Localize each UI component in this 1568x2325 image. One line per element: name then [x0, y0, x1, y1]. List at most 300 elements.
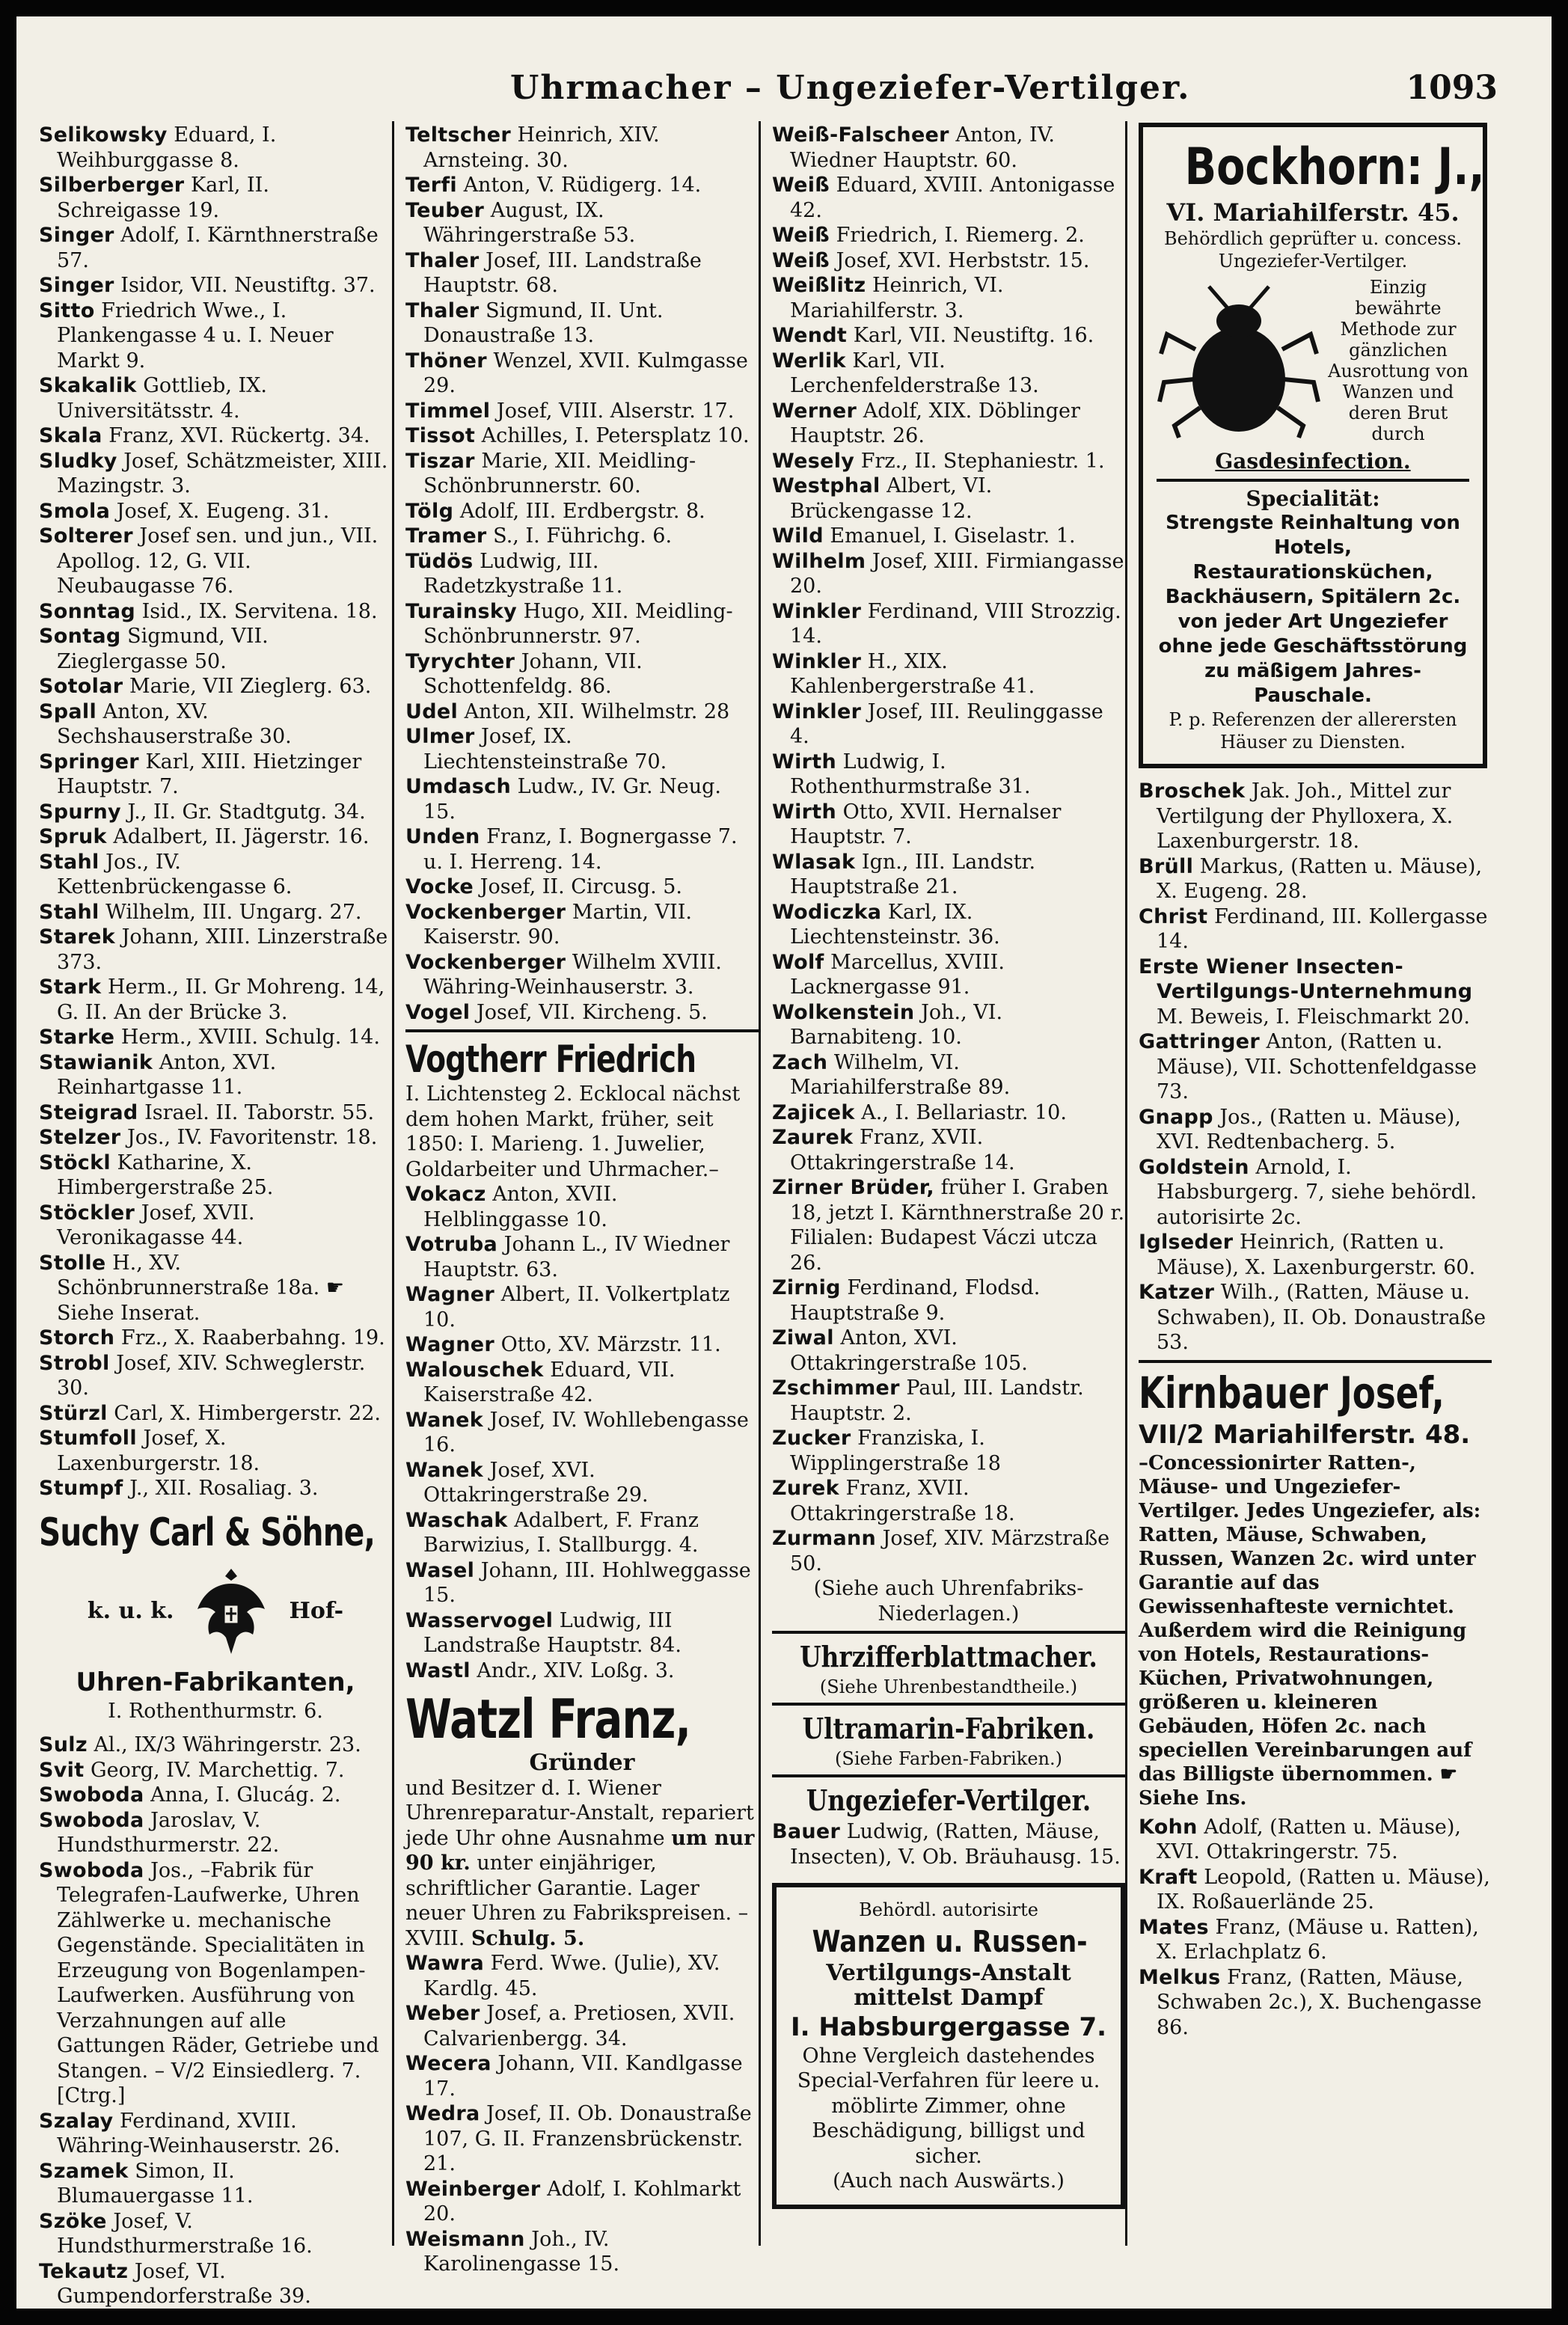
entry-name: Votruba [405, 1233, 498, 1256]
list-item [39, 1808, 392, 1858]
entry-name: Udel [405, 699, 459, 723]
entry-text: Marie, VII Zieglerg. 63. [129, 675, 372, 698]
entry-name: Wilhelm [772, 549, 866, 573]
entry-name: Unden [405, 825, 480, 848]
entry-text: Adalbert, II. Jägerstr. 16. [113, 825, 370, 848]
bockhorn-method: Einzig bewährte Methode zur gänzlichen Ausrottung von Wanzen und deren Brut durch [1328, 277, 1469, 444]
entry-name: Swoboda [39, 1808, 144, 1832]
entry-text: Anton, XVI. Ottakringerstraße 105. [790, 1326, 1028, 1375]
list-item [405, 699, 759, 725]
list-item [772, 850, 1125, 900]
list-item [772, 1100, 1125, 1126]
list-item [39, 1125, 392, 1151]
entry-text: Isid., IX. Servitena. 18. [141, 599, 378, 623]
entry-name: Sontag [39, 625, 121, 648]
bockhorn-sub: Behördlich geprüfter u. concess. Ungeziefer-Vertilger. [1163, 228, 1463, 272]
section-heading: Uhrzifferblattmacher. [800, 1640, 1097, 1673]
list-item [772, 123, 1125, 173]
entry-name: Zurmann [772, 1527, 877, 1550]
entry-text: Franz, (Ratten, Mäuse, Schwaben 2c.), X. Buchengasse 86. [1157, 1965, 1482, 2039]
entry-text: Martin, VII. Kaiserstr. 90. [423, 900, 692, 949]
list-item [39, 674, 392, 699]
list-item [405, 499, 759, 524]
entry-name: Weiß [772, 224, 830, 247]
entry-text: Wilhelm, III. Ungarg. 27. [105, 900, 362, 924]
column-2 [405, 123, 759, 2277]
entry-name: Terfi [405, 174, 457, 197]
entry-name: Tiszar [405, 449, 475, 473]
entry-name: Sotolar [39, 675, 123, 698]
watzl-ad [405, 1688, 759, 1951]
entry-name: Stawianik [39, 1050, 153, 1074]
entry-name: Mates [1139, 1915, 1209, 1939]
entry-text: Frz., X. Raaberbahng. 19. [120, 1326, 385, 1350]
entry-text: Franz, I. Bognergasse 7. u. I. Herreng. 14. [423, 825, 738, 874]
entry-name: Spurny [39, 800, 121, 824]
entry-text: Arnold, I. Habsburgerg. 7, siehe behördl. autorisirte 2c. [1157, 1155, 1477, 1229]
entry-text: Simon, II. Blumauergasse 11. [57, 2159, 254, 2208]
list-item [405, 1951, 759, 2001]
entry-name: Vockenberger [405, 950, 566, 974]
entry-text: Josef sen. und jun., VII. Apollog. 12, G. VII. Neubaugasse 76. [57, 524, 379, 598]
list-item [39, 1858, 392, 2109]
wanzen-text: Ohne Vergleich dastehendes Special-Verfahren für leere u. möblirte Zimmer, ohne Beschädigung, billigst und sicher. [797, 2044, 1100, 2168]
entry-text: Ferd. Wwe. (Julie), XV. Kardlg. 45. [423, 1952, 720, 2000]
entry-text: J., II. Gr. Stadtgutg. 34. [127, 800, 366, 824]
watzl-address: Schulg. 5. [471, 1926, 585, 1950]
entry-name: Wanek [405, 1408, 484, 1432]
entry-name: Selikowsky [39, 123, 168, 147]
entry-name: Wastl [405, 1658, 471, 1682]
list-item [405, 950, 759, 1000]
entry-text: Johann, XIII. Linzerstraße 373. [57, 925, 388, 974]
wanzen-ad [772, 1883, 1125, 2209]
list-item [772, 1476, 1125, 1526]
entry-name: Gnapp [1139, 1105, 1213, 1129]
list-item [405, 423, 759, 449]
list-item [39, 423, 392, 449]
list-item [1139, 779, 1492, 854]
entry-name: Zaurek [772, 1126, 854, 1149]
entry-text: Anton, XVII. Helblinggasse 10. [423, 1183, 618, 1231]
entry-name: Vockenberger [405, 900, 566, 924]
entry-text: Carl, X. Himbergerstr. 22. [114, 1401, 381, 1425]
entry-text: Anton, IV. Wiedner Hauptstr. 60. [790, 123, 1055, 172]
entry-text: Franz, XVII. Ottakringerstraße 18. [790, 1477, 1015, 1525]
entry-text: Franz, XVI. Rückertg. 34. [108, 424, 370, 447]
entry-text: Anna, I. Glucág. 2. [150, 1783, 341, 1807]
entry-text: Otto, XVII. Hernalser Hauptstr. 7. [790, 800, 1062, 848]
suchy-address: I. Rothenthurmstr. 6. [108, 1699, 323, 1723]
entry-text: Frz., II. Stephaniestr. 1. [860, 449, 1105, 473]
column-divider [392, 121, 394, 2246]
entry-list [39, 123, 392, 1501]
section-note: (Siehe Uhrenbestandtheile.) [819, 1676, 1078, 1697]
entry-name: Steigrad [39, 1100, 138, 1124]
list-item [405, 248, 759, 298]
column-divider [1125, 121, 1127, 2246]
list-item [39, 750, 392, 800]
entry-text: Leopold, (Ratten u. Mäuse), IX. Roßauerlände 25. [1157, 1865, 1490, 1914]
entry-text: Jos., (Ratten u. Mäuse), XVI. Redtenbacherg. 5. [1157, 1105, 1461, 1154]
list-item [39, 624, 392, 674]
entry-text: Heinrich, XIV. Arnsteing. 30. [423, 123, 660, 172]
entry-list [1139, 1815, 1492, 2041]
entry-name: Skala [39, 424, 102, 447]
list-item [39, 1025, 392, 1050]
list-item [39, 273, 392, 298]
list-item [39, 524, 392, 599]
list-item [772, 524, 1125, 549]
entry-text: Hugo, XII. Meidling-Schönbrunnerstr. 97. [423, 599, 733, 648]
list-item [39, 975, 392, 1025]
list-item [405, 2227, 759, 2277]
entry-name: Walouschek [405, 1358, 544, 1382]
entry-text: A., I. Bellariastr. 10. [861, 1100, 1067, 1124]
watzl-role: Gründer [529, 1750, 635, 1776]
entry-name: Smola [39, 499, 111, 523]
list-item [772, 649, 1125, 699]
list-item [405, 649, 759, 699]
list-item [772, 1326, 1125, 1376]
entry-text: Ludw., IV. Gr. Neug. 15. [423, 775, 722, 824]
entry-text: Eduard, VII. Kaiserstraße 42. [423, 1358, 676, 1406]
entry-name: Zucker [772, 1427, 851, 1450]
entry-name: Solterer [39, 524, 133, 548]
list-item [405, 1332, 759, 1358]
list-item [1139, 1865, 1492, 1915]
entry-name: Bauer [772, 1820, 841, 1843]
entry-name: Tekautz [39, 2259, 129, 2283]
list-item [1139, 1965, 1492, 2041]
list-item [39, 2109, 392, 2159]
entry-name: Werner [772, 399, 857, 423]
entry-text: Jos., IV. Kettenbrückengasse 6. [57, 850, 293, 898]
entry-text: Albert, VI. Brückengasse 12. [790, 474, 993, 523]
entry-name: Weißlitz [772, 274, 866, 297]
list-item [772, 1050, 1125, 1100]
entry-name: Svit [39, 1758, 85, 1782]
list-item [772, 449, 1125, 474]
entry-text: Karl, VII. Neustiftg. 16. [853, 324, 1094, 347]
entry-name: Zirner Brüder, [772, 1176, 934, 1199]
kirnbauer-ad [1139, 1367, 1492, 1810]
entry-text: Johann, VII. Kandlgasse 17. [423, 2052, 743, 2101]
list-item [39, 925, 392, 975]
entry-text: Sigmund, II. Unt. Donaustraße 13. [423, 298, 664, 347]
entry-text: Ludwig, I. Rothenthurmstraße 31. [790, 750, 1031, 798]
see-also-note: (Siehe auch Uhrenfabriks-Niederlagen.) [813, 1577, 1084, 1626]
list-item [39, 1251, 392, 1326]
entry-name: Weiß-Falscheer [772, 123, 949, 147]
list-item [405, 1458, 759, 1508]
suchy-hof: Hof- [289, 1597, 344, 1624]
suchy-name: Suchy Carl & Söhne, [39, 1510, 376, 1555]
entry-text: Marie, XII. Meidling-Schönbrunnerstr. 60. [423, 449, 696, 497]
list-item [405, 1282, 759, 1332]
list-item [39, 1476, 392, 1501]
entry-name: Teuber [405, 198, 485, 222]
list-item [772, 900, 1125, 950]
entry-text: Ferdinand, III. Kollergasse 14. [1157, 904, 1488, 953]
entry-list [1139, 779, 1492, 1356]
bockhorn-address: VI. Mariahilferstr. 45. [1166, 198, 1460, 227]
list-item [39, 123, 392, 173]
list-item [1139, 1105, 1492, 1155]
entry-name: Sludky [39, 449, 117, 473]
entry-name: Stürzl [39, 1401, 108, 1425]
entry-name: Wawra [405, 1952, 485, 1975]
entry-name: Sitto [39, 298, 95, 322]
entry-name: Wirth [772, 750, 836, 774]
entry-name: Silberberger [39, 174, 185, 197]
list-item [405, 2051, 759, 2101]
list-item [405, 524, 759, 549]
entry-text: Josef, XVI. Herbststr. 15. [836, 248, 1090, 272]
entry-name: Stöckl [39, 1151, 111, 1174]
list-item [772, 699, 1125, 750]
entry-text: Heinrich, (Ratten u. Mäuse), X. Laxenburgerstr. 60. [1157, 1231, 1476, 1279]
entry-text: Ludwig, III Landstraße Hauptstr. 84. [423, 1608, 682, 1657]
list-item [39, 373, 392, 423]
list-item [1139, 1230, 1492, 1280]
entry-name: Wanek [405, 1458, 484, 1482]
list-item [405, 549, 759, 599]
entry-name: Iglseder [1139, 1231, 1234, 1254]
entry-name: Stumpf [39, 1477, 123, 1500]
entry-text: Ign., III. Landstr. Hauptstraße 21. [790, 850, 1036, 898]
entry-text: Franz, (Mäuse u. Ratten), X. Erlachplatz 6. [1157, 1915, 1479, 1964]
list-item [39, 1426, 392, 1476]
list-item [405, 774, 759, 824]
entry-name: Winkler [772, 649, 862, 673]
list-item [39, 499, 392, 524]
entry-name: Wlasak [772, 850, 856, 874]
entry-text: Josef, XIV. Märzstraße 50. [790, 1527, 1110, 1575]
entry-name: Stahl [39, 900, 99, 924]
list-item [405, 2177, 759, 2227]
entry-text: Karl, IX. Liechtensteinstr. 36. [790, 900, 1000, 949]
entry-name: Storch [39, 1326, 115, 1350]
entry-name: Kohn [1139, 1815, 1198, 1839]
entry-text: Isidor, VII. Neustiftg. 37. [120, 274, 376, 297]
watzl-text-2: unter einjähriger, schriftlicher Garantie. Lager neuer Uhren zu Fabrikspreisen. –XVIII. [405, 1851, 749, 1950]
entry-text: Johann, VII. Schottenfeldg. 86. [423, 649, 643, 698]
entry-name: Turainsky [405, 599, 518, 623]
entry-name: Starek [39, 925, 115, 949]
list-item [1139, 854, 1492, 904]
list-item [772, 1000, 1125, 1050]
entry-name: Singer [39, 274, 114, 297]
entry-name: Sonntag [39, 599, 135, 623]
watzl-text [405, 1776, 759, 1952]
entry-name: Brüll [1139, 854, 1194, 878]
list-item [772, 800, 1125, 850]
list-item [772, 323, 1125, 349]
entry-name: Stelzer [39, 1126, 121, 1149]
entry-text: Josef, VIII. Alserstr. 17. [496, 399, 735, 423]
entry-name: Thaler [405, 298, 480, 322]
entry-text: Georg, IV. Marchettig. 7. [91, 1758, 345, 1782]
list-item [772, 399, 1125, 449]
list-item [39, 173, 392, 223]
entry-name: Skakalik [39, 374, 137, 397]
list-item [772, 1819, 1125, 1869]
wanzen-foot: (Auch nach Auswärts.) [833, 2169, 1065, 2193]
column-3 [772, 123, 1125, 2209]
entry-name: Winkler [772, 599, 862, 623]
entry-name: Kraft [1139, 1865, 1198, 1889]
entry-name: Tüdös [405, 549, 474, 573]
kirnbauer-address: VII/2 Mariahilferstr. 48. [1139, 1419, 1471, 1450]
list-item [772, 1175, 1125, 1275]
wanzen-sub2: mittelst Dampf [854, 1985, 1044, 2011]
page-header [46, 63, 1498, 108]
entry-name: Wild [772, 524, 824, 548]
entry-name: Tissot [405, 424, 476, 447]
section-heading: Ultramarin-Fabriken. [802, 1712, 1095, 1745]
bockhorn-ad [1139, 123, 1487, 768]
entry-text: Friedrich, I. Riemerg. 2. [836, 224, 1085, 247]
entry-text: Adolf, I. Kärnthnerstraße 57. [57, 224, 379, 272]
list-item [39, 1100, 392, 1126]
watzl-name: Watzl Franz, [405, 1688, 691, 1750]
list-item [39, 1351, 392, 1401]
entry-text: Andr., XIV. Loßg. 3. [477, 1658, 675, 1682]
suchy-kuk: k. u. k. [87, 1597, 174, 1624]
entry-text: Ludwig, III. Radetzkystraße 11. [423, 549, 623, 598]
entry-name: Strobl [39, 1351, 110, 1375]
entry-text: S., I. Führichg. 6. [493, 524, 673, 548]
entry-text: Anton, XVI. Reinhartgasse 11. [57, 1050, 277, 1099]
entry-text: Josef, X. Eugeng. 31. [116, 499, 330, 523]
list-item [1139, 1915, 1492, 1965]
list-item [405, 298, 759, 349]
list-item [772, 950, 1125, 1000]
entry-text: Josef, III. Reulinggasse 4. [790, 699, 1103, 748]
entry-text: Josef, X. Laxenburgerstr. 18. [57, 1427, 260, 1475]
entry-name: Swoboda [39, 1783, 144, 1807]
list-item [405, 198, 759, 248]
entry-name: Gattringer [1139, 1030, 1260, 1053]
entry-name: Wagner [405, 1283, 495, 1306]
entry-text: Wenzel, XVII. Kulmgasse 29. [423, 349, 748, 397]
entry-name: Broschek [1139, 779, 1246, 803]
entry-name: Wolkenstein [772, 1000, 915, 1024]
entry-name: Tölg [405, 499, 454, 523]
list-item [405, 900, 759, 950]
entry-name: Wirth [772, 800, 836, 824]
entry-text: H., XIX. Kahlenbergerstraße 41. [790, 649, 1035, 698]
entry-name: Stöckler [39, 1201, 135, 1225]
list-item [39, 1326, 392, 1351]
entry-text: Jaroslav, V. Hundsthurmerstr. 22. [57, 1808, 280, 1857]
list-item [772, 1426, 1125, 1476]
entry-text: Josef, XVII. Veronikagasse 44. [57, 1201, 255, 1249]
entry-text: Ludwig, (Ratten, Mäuse, Insecten), V. Ob. Bräuhausg. 15. [790, 1820, 1121, 1869]
entry-text: Josef, II. Ob. Donaustraße 107, G. II. Franzensbrückenstr. 21. [423, 2102, 752, 2175]
entry-text: Achilles, I. Petersplatz 10. [481, 424, 750, 447]
list-item [39, 1733, 392, 1758]
entry-name: Stumfoll [39, 1427, 137, 1450]
bedbug-icon [1157, 282, 1321, 439]
list-item [772, 549, 1125, 599]
list-item [39, 699, 392, 750]
list-item [39, 298, 392, 374]
entry-text: August, IX. Währingerstraße 53. [423, 198, 636, 247]
entry-text: Wilh., (Ratten, Mäuse u. Schwaben), II. Ob. Donaustraße 53. [1157, 1281, 1486, 1354]
entry-name: Stahl [39, 850, 99, 874]
entry-text: Adolf, III. Erdbergstr. 8. [459, 499, 705, 523]
entry-text: Israel. II. Taborstr. 55. [144, 1100, 375, 1124]
entry-text: Eduard, I. Weihburggasse 8. [57, 123, 277, 172]
entry-text: Karl, XIII. Hietzinger Hauptstr. 7. [57, 750, 362, 798]
section-heading: Ungeziefer-Vertilger. [806, 1783, 1091, 1817]
list-item [1139, 1029, 1492, 1105]
list-item [39, 2209, 392, 2259]
list-item [1139, 1155, 1492, 1231]
watzl-text-1: und Besitzer d. I. Wiener Uhrenreparatur-Anstalt, repariert jede Uhr ohne Ausnahme [405, 1776, 754, 1850]
page-title: Uhrmacher – Ungeziefer-Vertilger. [510, 69, 1191, 107]
entry-text: M. Beweis, I. Fleischmarkt 20. [1157, 1005, 1470, 1029]
list-item [405, 1658, 759, 1684]
entry-text: Josef, IV. Wohllebengasse 16. [423, 1408, 749, 1456]
bockhorn-refs: P. p. Referenzen der allerersten Häuser zu Diensten. [1169, 709, 1457, 753]
entry-name: Weber [405, 2002, 480, 2025]
entry-text: Sigmund, VII. Zieglergasse 50. [57, 625, 269, 673]
entry-name: Weiß [772, 174, 830, 197]
list-item [405, 1508, 759, 1558]
entry-text: Johann L., IV Wiedner Hauptstr. 63. [423, 1233, 730, 1281]
list-item [772, 1526, 1125, 1576]
list-item [1139, 955, 1492, 1030]
vogtherr-name: Vogtherr Friedrich [405, 1038, 696, 1081]
entry-name: Umdasch [405, 775, 512, 798]
kirnbauer-text: –Concessionirter Ratten-, Mäuse- und Ungeziefer-Vertilger. Jedes Ungeziefer, als: Ratten, Mäuse, Schwaben, Russen, Wanzen 2c. wird unter Garantie auf das Gewissenhafteste vernichtet. Außerdem wird die Reinigung von Hotels, Restaurations-Küchen, Privatwohnungen, größeren u. kleineren Gebäuden, Höfen 2c. nach speciellen Vereinbarungen auf das Billigste übernommen. ☛ Siehe Ins. [1139, 1451, 1481, 1810]
entry-text: Al., IX/3 Währingerstr. 23. [94, 1733, 361, 1756]
entry-name: Springer [39, 750, 139, 774]
entry-text: Ferdinand, Flodsd. Hauptstraße 9. [790, 1276, 1041, 1325]
entry-text: Josef, XIV. Schweglerstr. 30. [57, 1351, 366, 1400]
wanzen-address: I. Habsburgergasse 7. [790, 2012, 1107, 2042]
entry-text: Joh., VI. Barnabiteng. 10. [790, 1000, 1003, 1049]
suchy-role: Uhren-Fabrikanten, [76, 1667, 355, 1697]
bockhorn-spec-title: Specialität: [1246, 485, 1380, 511]
entry-name: Timmel [405, 399, 491, 423]
list-item [772, 1376, 1125, 1426]
list-item [405, 1608, 759, 1658]
entry-name: Tyrychter [405, 649, 515, 673]
entry-text: Albert, II. Volkertplatz 10. [423, 1283, 730, 1332]
entry-name: Wesely [772, 449, 855, 473]
entry-name: Wagner [405, 1333, 495, 1356]
entry-name: Szamek [39, 2159, 129, 2183]
entry-name: Goldstein [1139, 1155, 1249, 1179]
entry-name: Thaler [405, 248, 480, 272]
entry-name: Erste Wiener Insecten-Vertilgungs-Unternehmung [1139, 955, 1473, 1003]
list-item [405, 1000, 759, 1026]
entry-name: Westphal [772, 474, 881, 497]
entry-text: H., XV. Schönbrunnerstraße 18a. ☛ Siehe Inserat. [57, 1251, 345, 1325]
list-item [1139, 904, 1492, 955]
entry-name: Winkler [772, 699, 862, 723]
entry-name: Teltscher [405, 123, 511, 147]
entry-text: Johann, III. Hohlweggasse 15. [423, 1558, 751, 1607]
entry-name: Katzer [1139, 1281, 1215, 1304]
entry-text: Wilhelm, VI. Mariahilferstraße 89. [790, 1050, 1011, 1099]
entry-name: Vogel [405, 1000, 471, 1024]
entry-text: Anton, XII. Wilhelmstr. 28 [464, 699, 730, 723]
